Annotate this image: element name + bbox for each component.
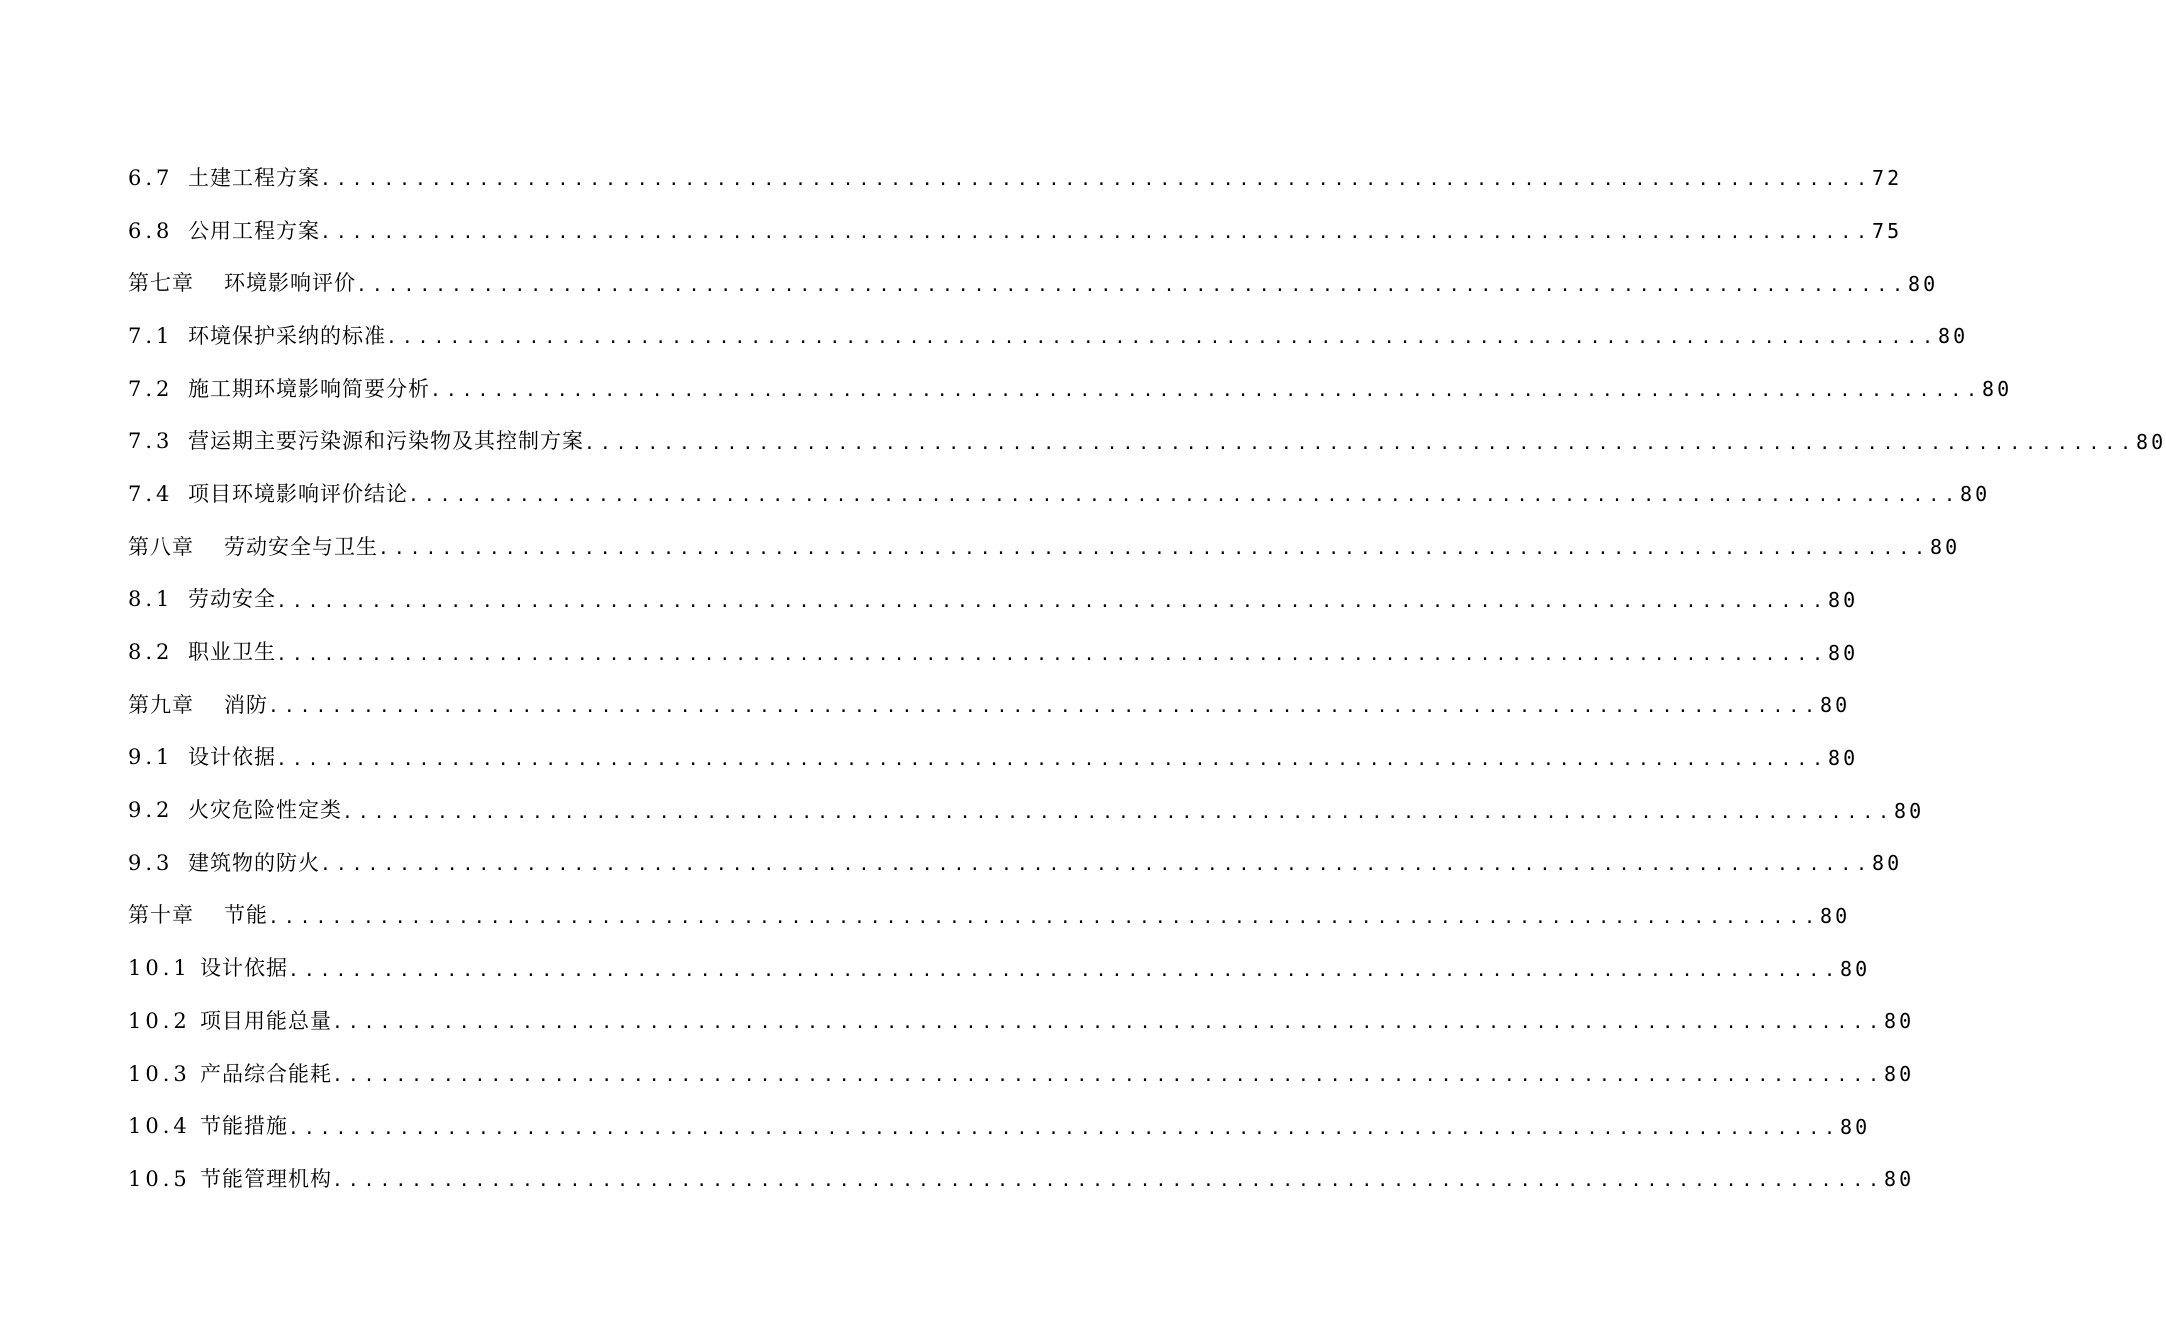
toc-entry-page: 80 [2136,429,2166,454]
toc-entry-page: 80 [1828,640,1859,665]
toc-entry-10-4[interactable] [128,1100,1871,1153]
toc-dot-leader: .................................................................................................. [584,432,2137,454]
toc-entry-number: 8.2 [128,640,174,665]
toc-dot-leader: .................................................................................................. [276,748,1829,770]
toc-entry-title: 建筑物的防火 [188,850,320,875]
toc-entry-title: 项目用能总量 [200,1008,332,1033]
toc-entry-6-8[interactable] [128,205,1903,258]
toc-entry-title: 节能措施 [200,1114,288,1139]
toc-entry-number: 7.2 [128,376,174,401]
toc-dot-leader: .................................................................................................. [268,906,1821,928]
toc-entry-title: 产品综合能耗 [200,1061,332,1086]
toc-chapter-title: 节能 [224,903,268,928]
toc-entry-page: 75 [1872,219,1903,244]
toc-entry-page: 80 [1884,1167,1915,1192]
toc-chapter-number: 第八章 [128,534,194,559]
toc-dot-leader: .................................................................................................. [288,1117,1841,1139]
toc-dot-leader: .................................................................................................. [332,1065,1885,1087]
toc-entry-page: 80 [1938,324,1969,349]
toc-entry-10-1[interactable] [128,942,1871,995]
toc-dot-leader: .................................................................................................. [386,327,1939,349]
toc-entry-number: 10.5 [128,1166,191,1191]
toc-entry-page: 80 [1982,377,2013,402]
toc-entry-title: 土建工程方案 [188,165,320,190]
toc-entry-title: 环境保护采纳的标准 [188,323,386,348]
toc-entry-number: 10.1 [128,956,191,981]
toc-dot-leader: .................................................................................................. [320,222,1873,244]
toc-entry-7-4[interactable] [128,468,1991,521]
toc-entry-title: 公用工程方案 [188,218,320,243]
toc-dot-leader: .................................................................................................. [320,854,1873,876]
toc-dot-leader: .................................................................................................. [356,274,1909,296]
toc-entry-page: 80 [1828,745,1859,770]
toc-entry-page: 80 [1930,535,1961,560]
toc-dot-leader: .................................................................................................. [378,538,1931,560]
toc-chapter-9[interactable] [128,679,1851,732]
toc-entry-page: 80 [1884,1009,1915,1034]
toc-entry-number: 7.4 [128,481,174,506]
toc-dot-leader: .................................................................................................. [332,1170,1885,1192]
toc-entry-number: 7.3 [128,429,174,454]
toc-entry-title: 施工期环境影响简要分析 [188,376,430,401]
toc-entry-title: 火灾危险性定类 [188,798,342,823]
toc-entry-title: 职业卫生 [188,640,276,665]
toc-entry-title: 劳动安全 [188,587,276,612]
table-of-contents [128,152,2166,1206]
toc-entry-page: 80 [1894,798,1925,823]
toc-entry-number: 8.1 [128,587,174,612]
toc-dot-leader: .................................................................................................. [288,959,1841,981]
toc-entry-10-5[interactable] [128,1153,1915,1206]
toc-entry-page: 80 [1840,1114,1871,1139]
toc-chapter-title: 环境影响评价 [224,271,356,296]
toc-entry-number: 10.2 [128,1008,191,1033]
toc-entry-title: 营运期主要污染源和污染物及其控制方案 [188,429,584,454]
toc-entry-number: 6.7 [128,165,174,190]
toc-entry-number: 7.1 [128,323,174,348]
toc-entry-10-2[interactable] [128,995,1915,1048]
toc-entry-number: 9.1 [128,745,174,770]
toc-entry-6-7[interactable] [128,152,1903,205]
toc-entry-page: 80 [1884,1062,1915,1087]
toc-entry-7-3[interactable] [128,415,2166,468]
toc-chapter-7[interactable] [128,257,1939,310]
toc-entry-title: 设计依据 [200,956,288,981]
toc-dot-leader: .................................................................................................. [408,485,1961,507]
toc-entry-page: 80 [1820,903,1851,928]
toc-entry-number: 6.8 [128,218,174,243]
toc-entry-7-2[interactable] [128,363,2013,416]
toc-dot-leader: .................................................................................................. [276,590,1829,612]
toc-entry-9-1[interactable] [128,732,1859,785]
toc-entry-page: 80 [1840,956,1871,981]
toc-chapter-8[interactable] [128,521,1961,574]
toc-dot-leader: .................................................................................................. [430,380,1983,402]
toc-chapter-number: 第七章 [128,271,194,296]
toc-entry-title: 设计依据 [188,745,276,770]
toc-entry-page: 80 [1828,587,1859,612]
toc-entry-title: 节能管理机构 [200,1166,332,1191]
toc-entry-8-1[interactable] [128,574,1859,627]
toc-entry-page: 80 [1960,482,1991,507]
toc-dot-leader: .................................................................................................. [276,643,1829,665]
toc-dot-leader: .................................................................................................. [268,696,1821,718]
toc-entry-title: 项目环境影响评价结论 [188,481,408,506]
toc-entry-10-3[interactable] [128,1048,1915,1101]
toc-chapter-title: 消防 [224,692,268,717]
toc-chapter-number: 第九章 [128,692,194,717]
toc-dot-leader: .................................................................................................. [332,1012,1885,1034]
toc-entry-page: 72 [1872,166,1903,191]
toc-dot-leader: .................................................................................................. [342,801,1895,823]
toc-chapter-title: 劳动安全与卫生 [224,534,378,559]
toc-entry-page: 80 [1908,271,1939,296]
toc-dot-leader: .................................................................................................. [320,169,1873,191]
toc-entry-number: 9.2 [128,798,174,823]
toc-entry-8-2[interactable] [128,626,1859,679]
toc-chapter-number: 第十章 [128,903,194,928]
toc-entry-7-1[interactable] [128,310,1969,363]
toc-entry-9-3[interactable] [128,837,1903,890]
toc-entry-number: 10.4 [128,1114,191,1139]
toc-chapter-10[interactable] [128,890,1851,943]
toc-entry-9-2[interactable] [128,784,1925,837]
toc-entry-number: 10.3 [128,1061,191,1086]
toc-entry-page: 80 [1820,693,1851,718]
toc-entry-number: 9.3 [128,850,174,875]
toc-entry-page: 80 [1872,851,1903,876]
